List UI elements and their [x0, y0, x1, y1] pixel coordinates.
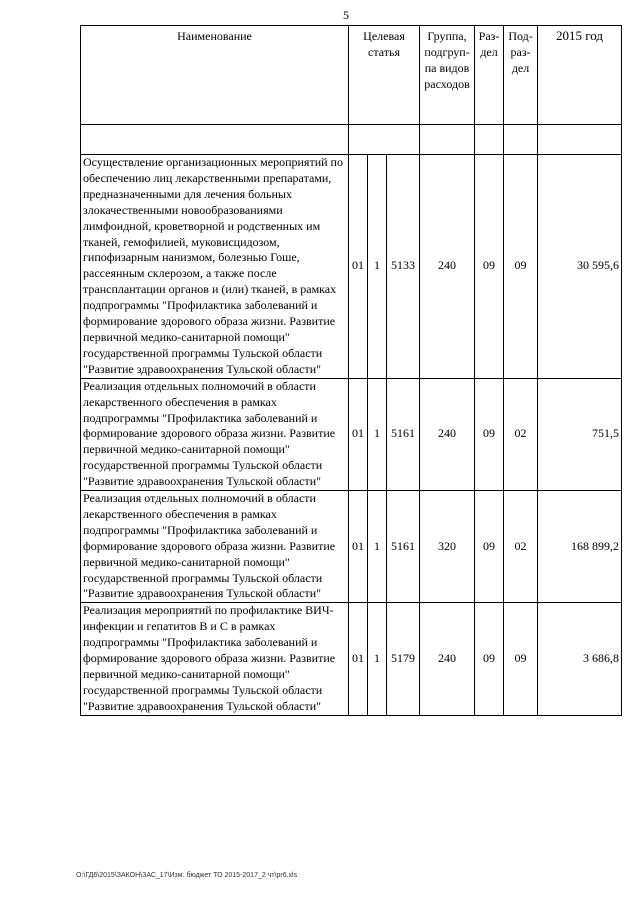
header-target-article: Целевая статья — [349, 26, 420, 125]
header-section: Раз-дел — [475, 26, 504, 125]
header-year: 2015 год — [538, 26, 622, 125]
row-target-subprogram: 1 — [368, 603, 387, 715]
row-name: Реализация отдельных полномочий в области лекарственного обеспечения в рамках подпрограммы "Профилактика заболеваний и формирование здорового образа жизни. Развитие первичной медико-санитарной помощи" государственной программы Тульской области "Развитие здравоохранения Тульской области" — [81, 491, 349, 603]
row-target-direction: 5161 — [387, 378, 420, 490]
header-name: Наименование — [81, 26, 349, 125]
row-target-direction: 5161 — [387, 491, 420, 603]
row-subsection: 09 — [504, 155, 538, 379]
spacer-row — [81, 125, 622, 155]
header-row — [81, 26, 622, 125]
row-section: 09 — [475, 378, 504, 490]
row-target-subprogram: 1 — [368, 378, 387, 490]
row-name: Осуществление организационных мероприятий по обеспечению лиц лекарственными препаратами, предназначенными для лечения больных злокачественными новообразованиями лимфоидной, кроветворной и родственных им тканей, гемофилией, муковисцидозом, гипофизарным нанизмом, болезнью Гоше, рассеянным склерозом, а также после трансплантации органов и (или) тканей, в рамках подпрограммы "Профилактика заболеваний и формирование здорового образа жизни. Развитие первичной медико-санитарной помощи" государственной программы Тульской области "Развитие здравоохранения Тульской области" — [81, 155, 349, 379]
footer-file-path: O:\ГД6\2015\ЗАКОН\ЗАС_17\Изм. бюджет ТО 2015-2017_2 чт\pr6.xls — [76, 872, 298, 879]
table-row — [81, 603, 622, 715]
table-row — [81, 155, 622, 379]
row-name: Реализация мероприятий по профилактике ВИЧ-инфекции и гепатитов В и С в рамках подпрограммы "Профилактика заболеваний и формирование здорового образа жизни. Развитие первичной медико-санитарной помощи" государственной программы Тульской области "Развитие здравоохранения Тульской области" — [81, 603, 349, 715]
row-subsection: 02 — [504, 378, 538, 490]
budget-table — [80, 25, 622, 716]
row-section: 09 — [475, 603, 504, 715]
row-amount: 168 899,2 — [538, 491, 622, 603]
row-target-program: 01 — [349, 155, 368, 379]
row-name: Реализация отдельных полномочий в области лекарственного обеспечения в рамках подпрограммы "Профилактика заболеваний и формирование здорового образа жизни. Развитие первичной медико-санитарной помощи" государственной программы Тульской области "Развитие здравоохранения Тульской области" — [81, 378, 349, 490]
row-target-program: 01 — [349, 491, 368, 603]
row-section: 09 — [475, 491, 504, 603]
row-amount: 30 595,6 — [538, 155, 622, 379]
row-target-direction: 5179 — [387, 603, 420, 715]
row-subsection: 02 — [504, 491, 538, 603]
row-target-program: 01 — [349, 603, 368, 715]
page-number: 5 — [343, 8, 349, 22]
row-section: 09 — [475, 155, 504, 379]
row-expense-group: 320 — [420, 491, 475, 603]
table-row — [81, 491, 622, 603]
row-target-subprogram: 1 — [368, 155, 387, 379]
row-target-direction: 5133 — [387, 155, 420, 379]
table-row — [81, 378, 622, 490]
row-expense-group: 240 — [420, 603, 475, 715]
header-subsection: Под-раз-дел — [504, 26, 538, 125]
row-expense-group: 240 — [420, 378, 475, 490]
row-target-subprogram: 1 — [368, 491, 387, 603]
header-expense-group: Группа, подгруп-па видов расходов — [420, 26, 475, 125]
row-subsection: 09 — [504, 603, 538, 715]
row-target-program: 01 — [349, 378, 368, 490]
row-amount: 3 686,8 — [538, 603, 622, 715]
row-amount: 751,5 — [538, 378, 622, 490]
row-expense-group: 240 — [420, 155, 475, 379]
